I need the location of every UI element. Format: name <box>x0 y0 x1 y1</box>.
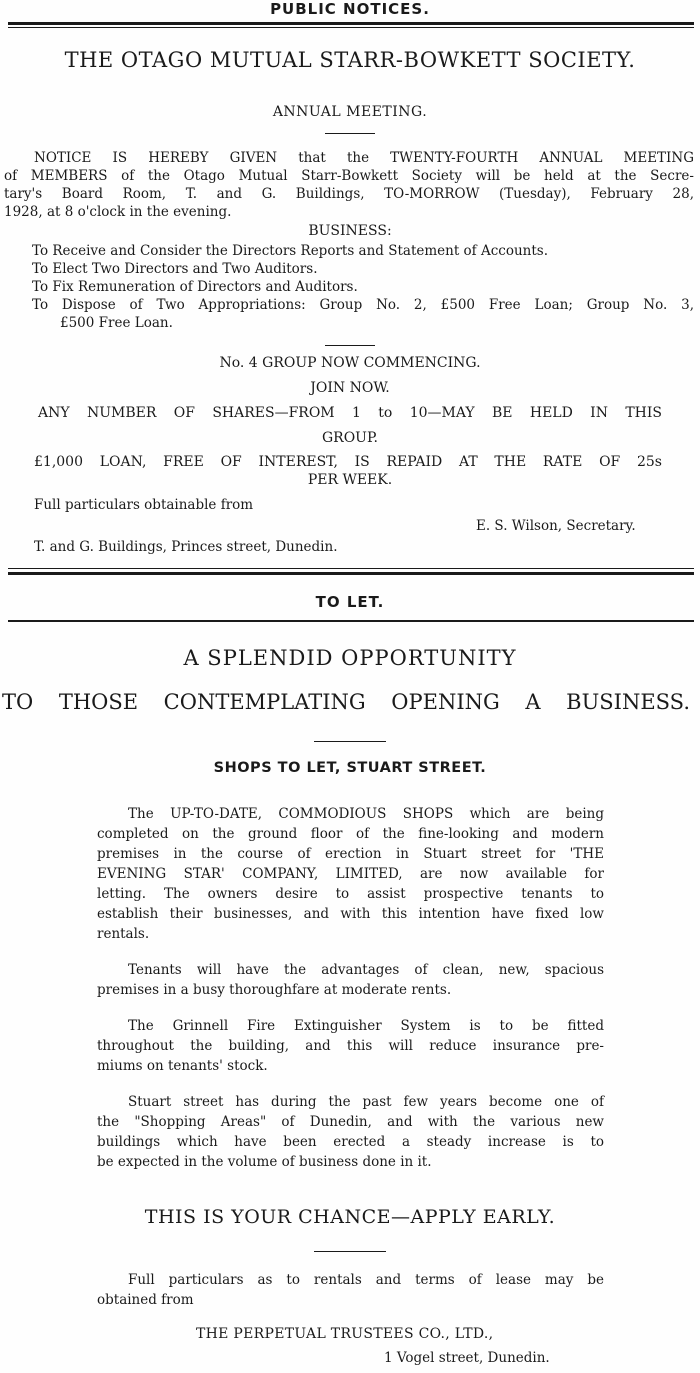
paragraph-line: buildings which have been erected a steady increase is to <box>97 1134 604 1150</box>
paragraph-line: completed on the ground floor of the fine-looking and modern <box>97 826 604 842</box>
headline-opportunity: A SPLENDID OPPORTUNITY <box>183 646 517 670</box>
business-item: To Elect Two Directors and Two Auditors. <box>32 261 318 277</box>
section-header-to-let: TO LET. <box>315 593 385 611</box>
to-let-rule <box>8 620 694 622</box>
paragraph-line: The Grinnell Fire Extinguisher System is to be fitted <box>128 1018 604 1034</box>
paragraph-line: be expected in the volume of business done in it. <box>97 1154 432 1170</box>
group-line: GROUP. <box>321 430 379 446</box>
section-rule <box>8 572 694 575</box>
particulars-text: Full particulars obtainable from <box>34 497 254 513</box>
notice-body-line: of MEMBERS of the Otago Mutual Starr-Bowkett Society will be held at the Secre- <box>4 168 694 184</box>
headline-business: TO THOSE CONTEMPLATING OPENING A BUSINESS. <box>2 690 690 714</box>
section-header-public-notices: PUBLIC NOTICES. <box>270 0 430 18</box>
notice-body-line: tary's Board Room, T. and G. Buildings, TO-MORROW (Tuesday), February 28, <box>4 186 694 202</box>
section-rule-thin <box>8 568 694 569</box>
header-rule-thin <box>8 27 694 28</box>
group-line: PER WEEK. <box>307 472 393 488</box>
closing-line: Full particulars as to rentals and terms of lease may be <box>128 1272 604 1288</box>
business-item: £500 Free Loan. <box>60 315 173 331</box>
business-item: To Dispose of Two Appropriations: Group No. 2, £500 Free Loan; Group No. 3, <box>32 297 694 313</box>
business-heading: BUSINESS: <box>308 223 392 239</box>
notice-title: THE OTAGO MUTUAL STARR-BOWKETT SOCIETY. <box>64 48 636 72</box>
paragraph-line: the "Shopping Areas" of Dunedin, and with the various new <box>97 1114 604 1130</box>
paragraph-line: The UP-TO-DATE, COMMODIOUS SHOPS which are being <box>128 806 604 822</box>
header-rule <box>8 22 694 25</box>
short-divider <box>314 1251 386 1252</box>
paragraph-line: premises in the course of erection in Stuart street for 'THE <box>97 846 604 862</box>
paragraph-line: establish their businesses, and with this intention have fixed low <box>97 906 604 922</box>
group-line: ANY NUMBER OF SHARES—FROM 1 to 10—MAY BE HELD IN THIS <box>38 405 662 421</box>
firm-address: 1 Vogel street, Dunedin. <box>384 1350 550 1366</box>
business-item: To Fix Remuneration of Directors and Auditors. <box>32 279 358 295</box>
paragraph-line: miums on tenants' stock. <box>97 1058 268 1074</box>
paragraph-line: rentals. <box>97 926 150 942</box>
notice-body-line: NOTICE IS HEREBY GIVEN that the TWENTY-FOURTH ANNUAL MEETING <box>34 150 694 166</box>
paragraph-line: EVENING STAR' COMPANY, LIMITED, are now available for <box>97 866 604 882</box>
paragraph-line: Tenants will have the advantages of clean, new, spacious <box>128 962 604 978</box>
short-divider <box>325 345 375 346</box>
shops-subheading: SHOPS TO LET, STUART STREET. <box>213 760 487 776</box>
closing-line: obtained from <box>97 1292 194 1308</box>
signature: E. S. Wilson, Secretary. <box>476 518 636 534</box>
notice-body-line: 1928, at 8 o'clock in the evening. <box>4 204 232 220</box>
business-item: To Receive and Consider the Directors Reports and Statement of Accounts. <box>32 243 549 259</box>
short-divider <box>314 741 386 742</box>
firm-name: THE PERPETUAL TRUSTEES CO., LTD., <box>196 1326 494 1342</box>
notice-subtitle: ANNUAL MEETING. <box>272 104 428 120</box>
paragraph-line: premises in a busy thoroughfare at moderate rents. <box>97 982 452 998</box>
chance-headline: THIS IS YOUR CHANCE—APPLY EARLY. <box>144 1206 556 1228</box>
group-line: JOIN NOW. <box>310 380 390 396</box>
address: T. and G. Buildings, Princes street, Dunedin. <box>34 539 338 555</box>
group-line: £1,000 LOAN, FREE OF INTEREST, IS REPAID AT THE RATE OF 25s <box>34 454 662 470</box>
paragraph-line: letting. The owners desire to assist prospective tenants to <box>97 886 604 902</box>
paragraph-line: Stuart street has during the past few years become one of <box>128 1094 604 1110</box>
paragraph-line: throughout the building, and this will reduce insurance pre- <box>97 1038 604 1054</box>
group-line: No. 4 GROUP NOW COMMENCING. <box>219 355 481 371</box>
short-divider <box>325 133 375 134</box>
